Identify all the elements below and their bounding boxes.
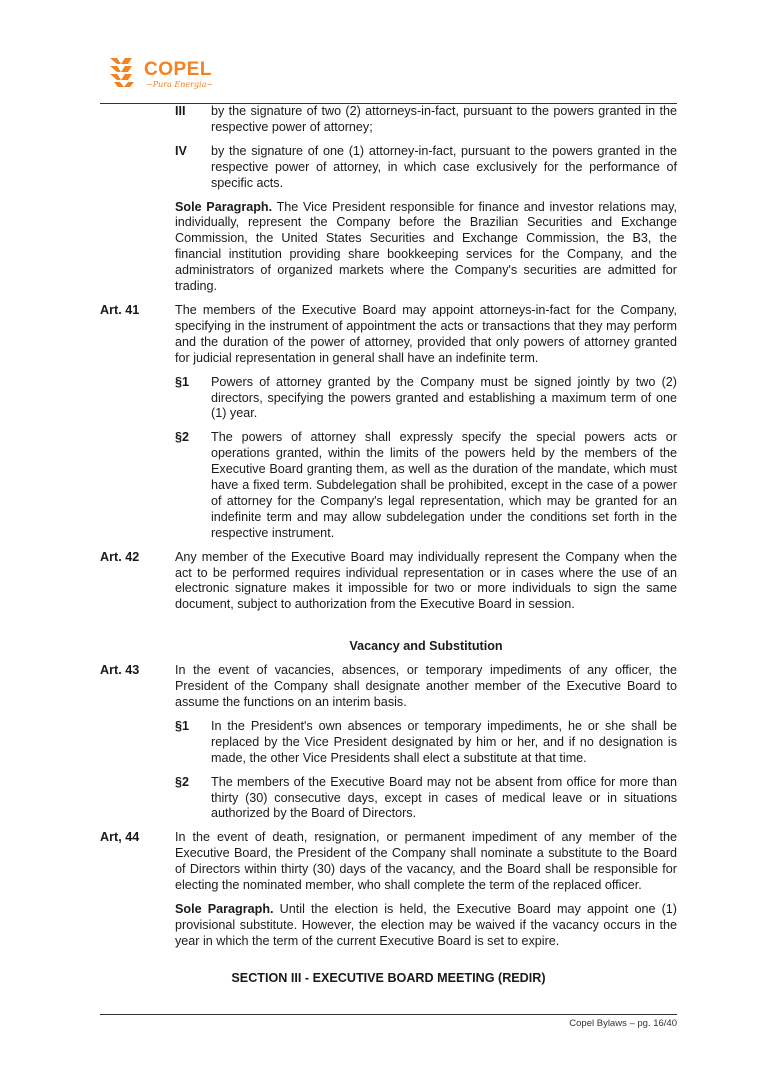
article-label: Art. 41 (100, 302, 140, 317)
paragraph-text: In the President's own absences or temporary impediments, he or she shall be replaced by the Vice President designated by him or her, and if no designation is made, the other Vice Presidents shall elect a substitute at that time. (211, 718, 677, 765)
paragraph-text: The powers of attorney shall expressly specify the special powers acts or operations granted, within the limits of the powers held by the members of the Executive Board granting them, as well as the duration of the mandate, which must have a fixed term. Subdelegation shall be prohibited, except in the case of a power of attorney for the Company's legal representation, which may be granted for an indefinite term and may allow subdelegation under the conditions set forth in the respective instrument. (211, 430, 677, 540)
item-label: IV (175, 143, 187, 158)
article-43-paragraph-2 (175, 775, 677, 823)
article-41-paragraph-1 (175, 375, 677, 423)
article-text: In the event of death, resignation, or permanent impediment of any member of the Executive Board, the President of the Company shall nominate a substitute to the Board of Directors within thirty (30) days of the vacancy, and the Board shall be responsible for electing the nominated member, who shall complete the term of the replaced officer. (175, 830, 677, 893)
sole-paragraph-label: Sole Paragraph. (175, 199, 273, 214)
sole-paragraph-label: Sole Paragraph. (175, 901, 274, 916)
item-text: by the signature of two (2) attorneys-in-fact, pursuant to the powers granted in the respective power of attorney; (211, 104, 677, 134)
article-text: The members of the Executive Board may appoint attorneys-in-fact for the Company, specifying in the instrument of appointment the acts or transactions that they may perform and the duration of the power of attorney, provided that only powers of attorney granted for judicial representation in general shall have an indefinite term. (175, 302, 677, 365)
article-41-paragraph-2 (175, 430, 677, 541)
copel-logo (108, 56, 218, 92)
sole-paragraph-2 (175, 902, 677, 950)
logo-wordmark: COPEL (144, 59, 212, 80)
article-label: Art, 44 (100, 830, 140, 845)
article-43 (100, 663, 677, 711)
sole-paragraph-text: Until the election is held, the Executive Board may appoint one (1) provisional substitute. However, the election may be waived if the vacancy occurs in the year in which the term of the current Executive Board is set to expire. (175, 901, 677, 948)
footer-rule (100, 1014, 677, 1015)
logo-tagline: ~Pura Energia~ (146, 80, 214, 89)
article-label: Art. 42 (100, 549, 140, 564)
article-41 (100, 303, 677, 367)
page-number-footer: Copel Bylaws – pg. 16/40 (569, 1018, 677, 1029)
paragraph-label: §1 (175, 718, 190, 733)
paragraph-label: §2 (175, 774, 190, 789)
article-label: Art. 43 (100, 663, 140, 678)
sole-paragraph-text: The Vice President responsible for finance and investor relations may, individually, represent the Company before the Brazilian Securities and Exchange Commission, the United States Securities and Exchange Commission, the B3, the financial institution providing share bookkeeping services for the Company, and the administrators of organized markets where the Company's securities are admitted for trading. (175, 199, 678, 294)
article-44 (100, 830, 677, 894)
article-42 (100, 550, 677, 614)
paragraph-text: Powers of attorney granted by the Company must be signed jointly by two (2) directors, specifying the powers granted and establishing a maximum term of one (1) year. (211, 374, 677, 421)
heading-vacancy-and-substitution: Vacancy and Substitution (349, 639, 503, 654)
paragraph-label: §2 (175, 430, 190, 445)
paragraph-label: §1 (175, 374, 190, 389)
article-text: Any member of the Executive Board may individually represent the Company when the act to be performed requires individual representation or in cases where the use of an electronic signature makes it impossible for two or more individuals to sign the same document, subject to authorization from the Executive Board in session. (175, 549, 677, 612)
sole-paragraph-1 (175, 200, 677, 295)
item-iii (175, 104, 677, 136)
item-label: III (175, 104, 186, 118)
article-text: In the event of vacancies, absences, or temporary impediments of any officer, the President of the Company shall designate another member of the Executive Board to assume the functions on an interim basis. (175, 663, 677, 709)
document-body (100, 104, 677, 987)
item-iv (175, 144, 677, 192)
item-text: by the signature of one (1) attorney-in-fact, pursuant to the powers granted in the respective power of attorney, in which case exclusively for the performance of specific acts. (211, 143, 677, 190)
paragraph-text: The members of the Executive Board may not be absent from office for more than thirty (30) consecutive days, except in cases of medical leave or in situations authorized by the Board of Directors. (211, 774, 677, 821)
copel-symbol-icon (108, 56, 140, 88)
section-heading: SECTION III - EXECUTIVE BOARD MEETING (REDIR) (231, 970, 546, 985)
article-43-paragraph-1 (175, 719, 677, 767)
